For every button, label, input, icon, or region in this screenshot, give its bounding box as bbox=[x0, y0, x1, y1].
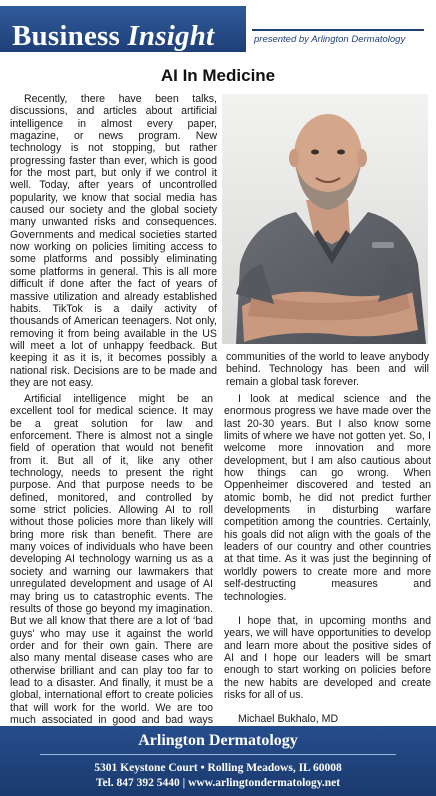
masthead-rule bbox=[252, 29, 424, 31]
article-headline: AI In Medicine bbox=[160, 66, 276, 85]
footer-clinic-name: Arlington Dermatology bbox=[138, 732, 298, 749]
footer-address: 5301 Keystone Court • Rolling Meadows, IL 60008 bbox=[94, 762, 342, 774]
footer-contact: Tel. 847 392 5440 | www.arlingtondermatology.net bbox=[95, 777, 341, 789]
article-column-3 bbox=[226, 351, 429, 388]
masthead-bar bbox=[0, 6, 246, 52]
article-column-2 bbox=[10, 393, 213, 739]
author-signature: Michael Bukhalo, MD bbox=[238, 713, 339, 726]
paragraph: I look at medical science and the enormous progress we have made over the last 20-30 years. But I also know some limits of where we have not gotten yet. So, I welcome more innovation and more development, but I am also cautious about how things can go wrong. When Oppenheimer discovered and tested an atomic bomb, he did not predict further developments in disturbing warfare competition among the countries. Certainly, his goals did not align with the goals of the leaders of our country and other countries at that time. As it was just the beginning of worldly powers to create more and more self-destructing measures and technologies. bbox=[224, 393, 431, 603]
article-column-1 bbox=[10, 93, 217, 389]
doctor-portrait-illustration bbox=[222, 94, 428, 344]
masthead-title bbox=[12, 20, 214, 53]
paragraph: Artificial intelligence might be an excellent tool for medical science. It may be a great solution for law and enforcement. There is almost not a single field of operation that would not benefit from it. But all of it, like any other technology, needs to present the right purpose. And that purpose needs to be defined, monitored, and controlled by some strict policies. Allowing AI to roll without those policies more than likely will bring more risk than benefit. There are many voices of individuals who have been developing AI technology warning us as a society and warning our lawmakers that unregulated development and usage of AI may bring us to catastrophic events. The results of those go beyond my imagination. But we all know that there are a lot of ‘bad guys’ who may use it against the world order and for their own gain. There are also many mental disease cases who are otherwise brilliant and can play too far to lead to a disaster. And finally, it must be a global, international effort to create policies that will work for the world. We are too much associated in good and bad ways bbox=[10, 393, 213, 726]
masthead-title-part1: Business bbox=[12, 20, 128, 52]
masthead-title-part2: Insight bbox=[127, 20, 215, 52]
masthead bbox=[0, 0, 436, 56]
masthead-subtitle: presented by Arlington Dermatology bbox=[254, 34, 406, 45]
paragraph: communities of the world to leave anybody behind. Technology has been and will remain a global task forever. bbox=[226, 351, 429, 388]
paragraph: I hope that, in upcoming months and years, we will have opportunities to develop and learn more about the positive sides of AI and I hope our leaders will be smart enough to start working on policies before the new habits are developed and create risks for all of us. bbox=[224, 614, 431, 701]
doctor-photo bbox=[222, 94, 428, 344]
footer-divider bbox=[40, 754, 396, 755]
article-column-4 bbox=[224, 393, 431, 726]
paragraph: Recently, there have been talks, discussions, and articles about artificial intelligence in almost every paper, magazine, or news program. New technology is not stopping, but rather progressing faster than ever, which is good for the most part, but only if we control it well. Today, after years of uncontrolled popularity, we know that social media has caused our society and the global society many unwanted risks and consequences. Governments and medical societies started now working on policies limiting access to some platforms and possibly eliminating some platforms in general. This is all more difficult if done after the fact of years of massive utilization and already established habits. TikTok is a daily activity of thousands of American teenagers. Not only, removing it from being available in the US will meet a lot of unhappy feedback. But keeping it as it is, it becomes possibly a national risk. Decisions are to be made and they are not easy. bbox=[10, 93, 217, 389]
footer bbox=[0, 726, 436, 796]
